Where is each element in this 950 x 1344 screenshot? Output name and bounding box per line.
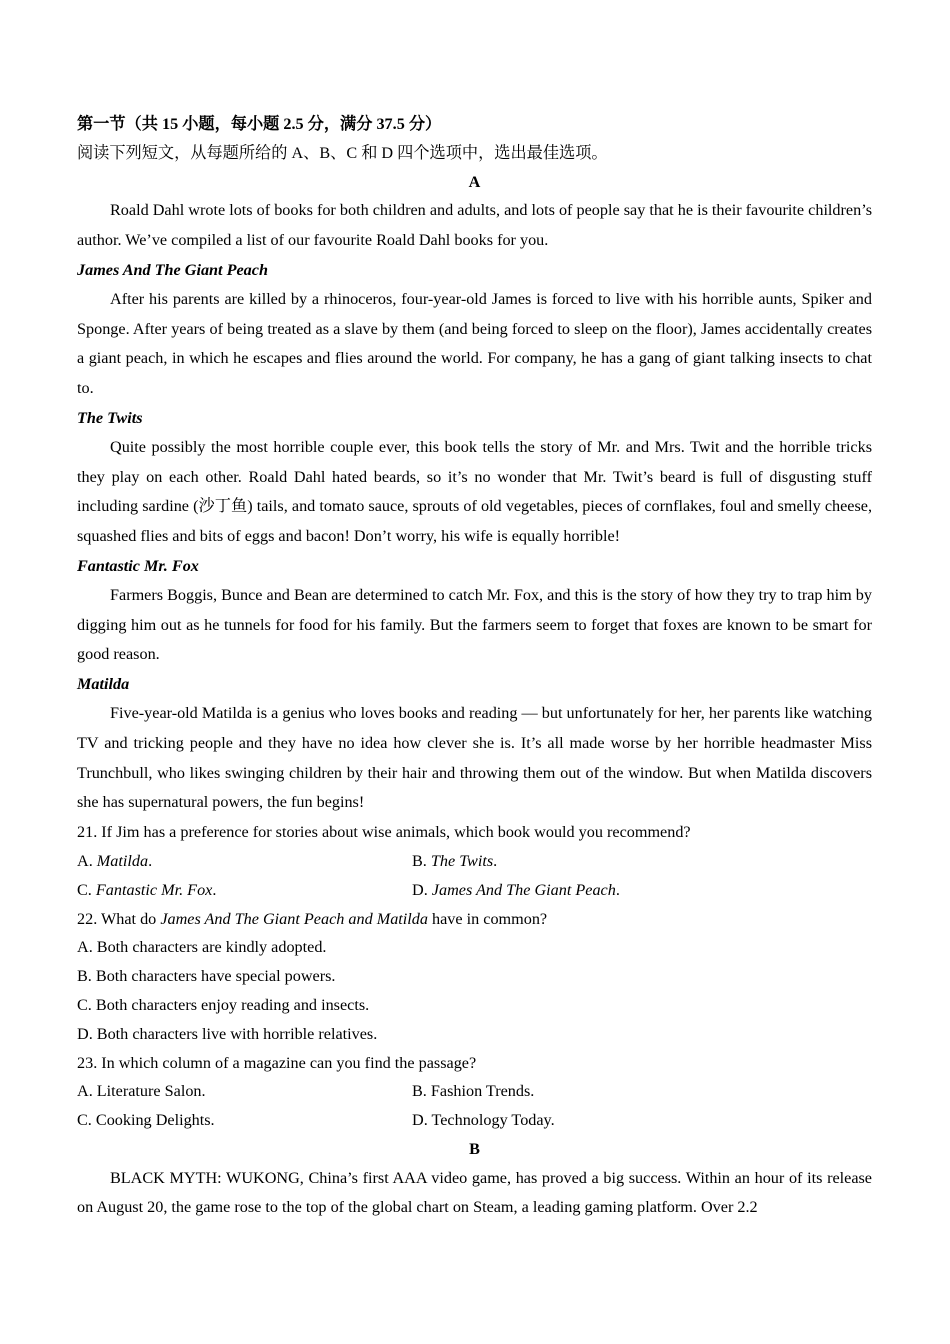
passage-b-label: B [469, 1139, 480, 1158]
q21-option-b [412, 847, 497, 876]
book-text-twits: Quite possibly the most horrible couple ever, this book tells the story of Mr. and Mrs. Twit and the horrible tricks they play on each other. Roald Dahl hated beards, so it’s no wonder that Mr. Twit’s beard is full of disgusting stuff including sardine (沙丁鱼) tails, and tomato sauce, sprouts of old vegetables, pieces of cornflakes, foul and smelly cheese, squashed flies and bits of eggs and bacon! Don’t worry, his wife is equally horrible! [77, 437, 872, 546]
q21-option-c-text: Fantastic Mr. Fox [95, 880, 213, 899]
q23-option-b: B. Fashion Trends. [412, 1082, 535, 1101]
q21-option-c-letter: C. [77, 880, 96, 899]
q21-option-c [77, 876, 412, 905]
q21-option-d [412, 876, 620, 905]
q21-option-d-text: James And The Giant Peach [431, 880, 616, 899]
q21-options-row-1 [77, 847, 872, 876]
instructions: 阅读下列短文，从每题所给的 A、B、C 和 D 四个选项中，选出最佳选项。 [77, 143, 608, 162]
book-text-james: After his parents are killed by a rhinoceros, four-year-old James is forced to live with his horrible aunts, Spiker and Sponge. After years of being treated as a slave by them (and being forced to sleep on the floor), James accidentally creates a giant peach, in which he escapes and flies around the world. For company, he has a gang of giant talking insects to chat to. [77, 289, 872, 398]
q22-stem-post: have in common? [427, 909, 548, 928]
q23-option-c: C. Cooking Delights. [77, 1111, 215, 1130]
q23-option-a: A. Literature Salon. [77, 1082, 206, 1101]
q22-stem [77, 905, 872, 934]
q21-stem: 21. If Jim has a preference for stories about wise animals, which book would you recommend? [77, 823, 691, 842]
q22-option-c: C. Both characters enjoy reading and insects. [77, 995, 370, 1014]
q21-option-c-period: . [212, 880, 217, 899]
q23-options-row-1 [77, 1077, 872, 1106]
q23-stem: 23. In which column of a magazine can you find the passage? [77, 1053, 477, 1072]
section-header: 第一节（共 15 小题，每小题 2.5 分，满分 37.5 分） [77, 115, 442, 133]
q21-option-b-letter: B. [412, 851, 431, 870]
q21-option-b-text: The Twits [430, 851, 494, 870]
q22-option-a: A. Both characters are kindly adopted. [77, 938, 327, 957]
q21-option-d-letter: D. [412, 880, 432, 899]
q22-stem-italic: James And The Giant Peach and Matilda [160, 909, 428, 928]
q21-option-a-period: . [148, 851, 153, 870]
passage-a-label: A [468, 172, 481, 191]
q21-options-row-2 [77, 876, 872, 905]
passage-a-intro: Roald Dahl wrote lots of books for both children and adults, and lots of people say that he is their favourite children’s author. We’ve compiled a list of our favourite Roald Dahl books for you. [77, 201, 872, 250]
book-title-james: James And The Giant Peach [77, 260, 268, 279]
book-title-twits: The Twits [77, 408, 143, 427]
passage-b-text: BLACK MYTH: WUKONG, China’s first AAA video game, has proved a big success. Within an hour of its release on August 20, the game rose to the top of the global chart on Steam, a leading gaming platform. Over 2.2 [77, 1168, 872, 1217]
book-text-matilda: Five-year-old Matilda is a genius who loves books and reading — but unfortunately for her, her parents like watching TV and tricking people and they have no idea how clever she is. It’s all made worse by her horrible headmaster Miss Trunchbull, who likes swinging children by their hair and throwing them out of the window. But when Matilda discovers she has supernatural powers, the fun begins! [77, 703, 872, 812]
book-title-fox: Fantastic Mr. Fox [77, 556, 199, 575]
q21-option-a-letter: A. [77, 851, 97, 870]
q22-option-b: B. Both characters have special powers. [77, 967, 336, 986]
exam-page [77, 110, 872, 1223]
q21-option-a-text: Matilda [96, 851, 149, 870]
book-text-fox: Farmers Boggis, Bunce and Bean are determined to catch Mr. Fox, and this is the story of how they try to trap him by digging him out as he tunnels for food for his family. But the farmers seem to forget that foxes are known to be smart for good reason. [77, 585, 872, 664]
q22-option-d: D. Both characters live with horrible relatives. [77, 1024, 378, 1043]
q21-option-d-period: . [615, 880, 620, 899]
q21-option-b-period: . [493, 851, 498, 870]
book-title-matilda: Matilda [77, 675, 130, 694]
q22-stem-pre: 22. What do [77, 909, 161, 928]
q21-option-a [77, 847, 412, 876]
q23-option-d: D. Technology Today. [412, 1111, 555, 1130]
q23-options-row-2 [77, 1106, 872, 1135]
